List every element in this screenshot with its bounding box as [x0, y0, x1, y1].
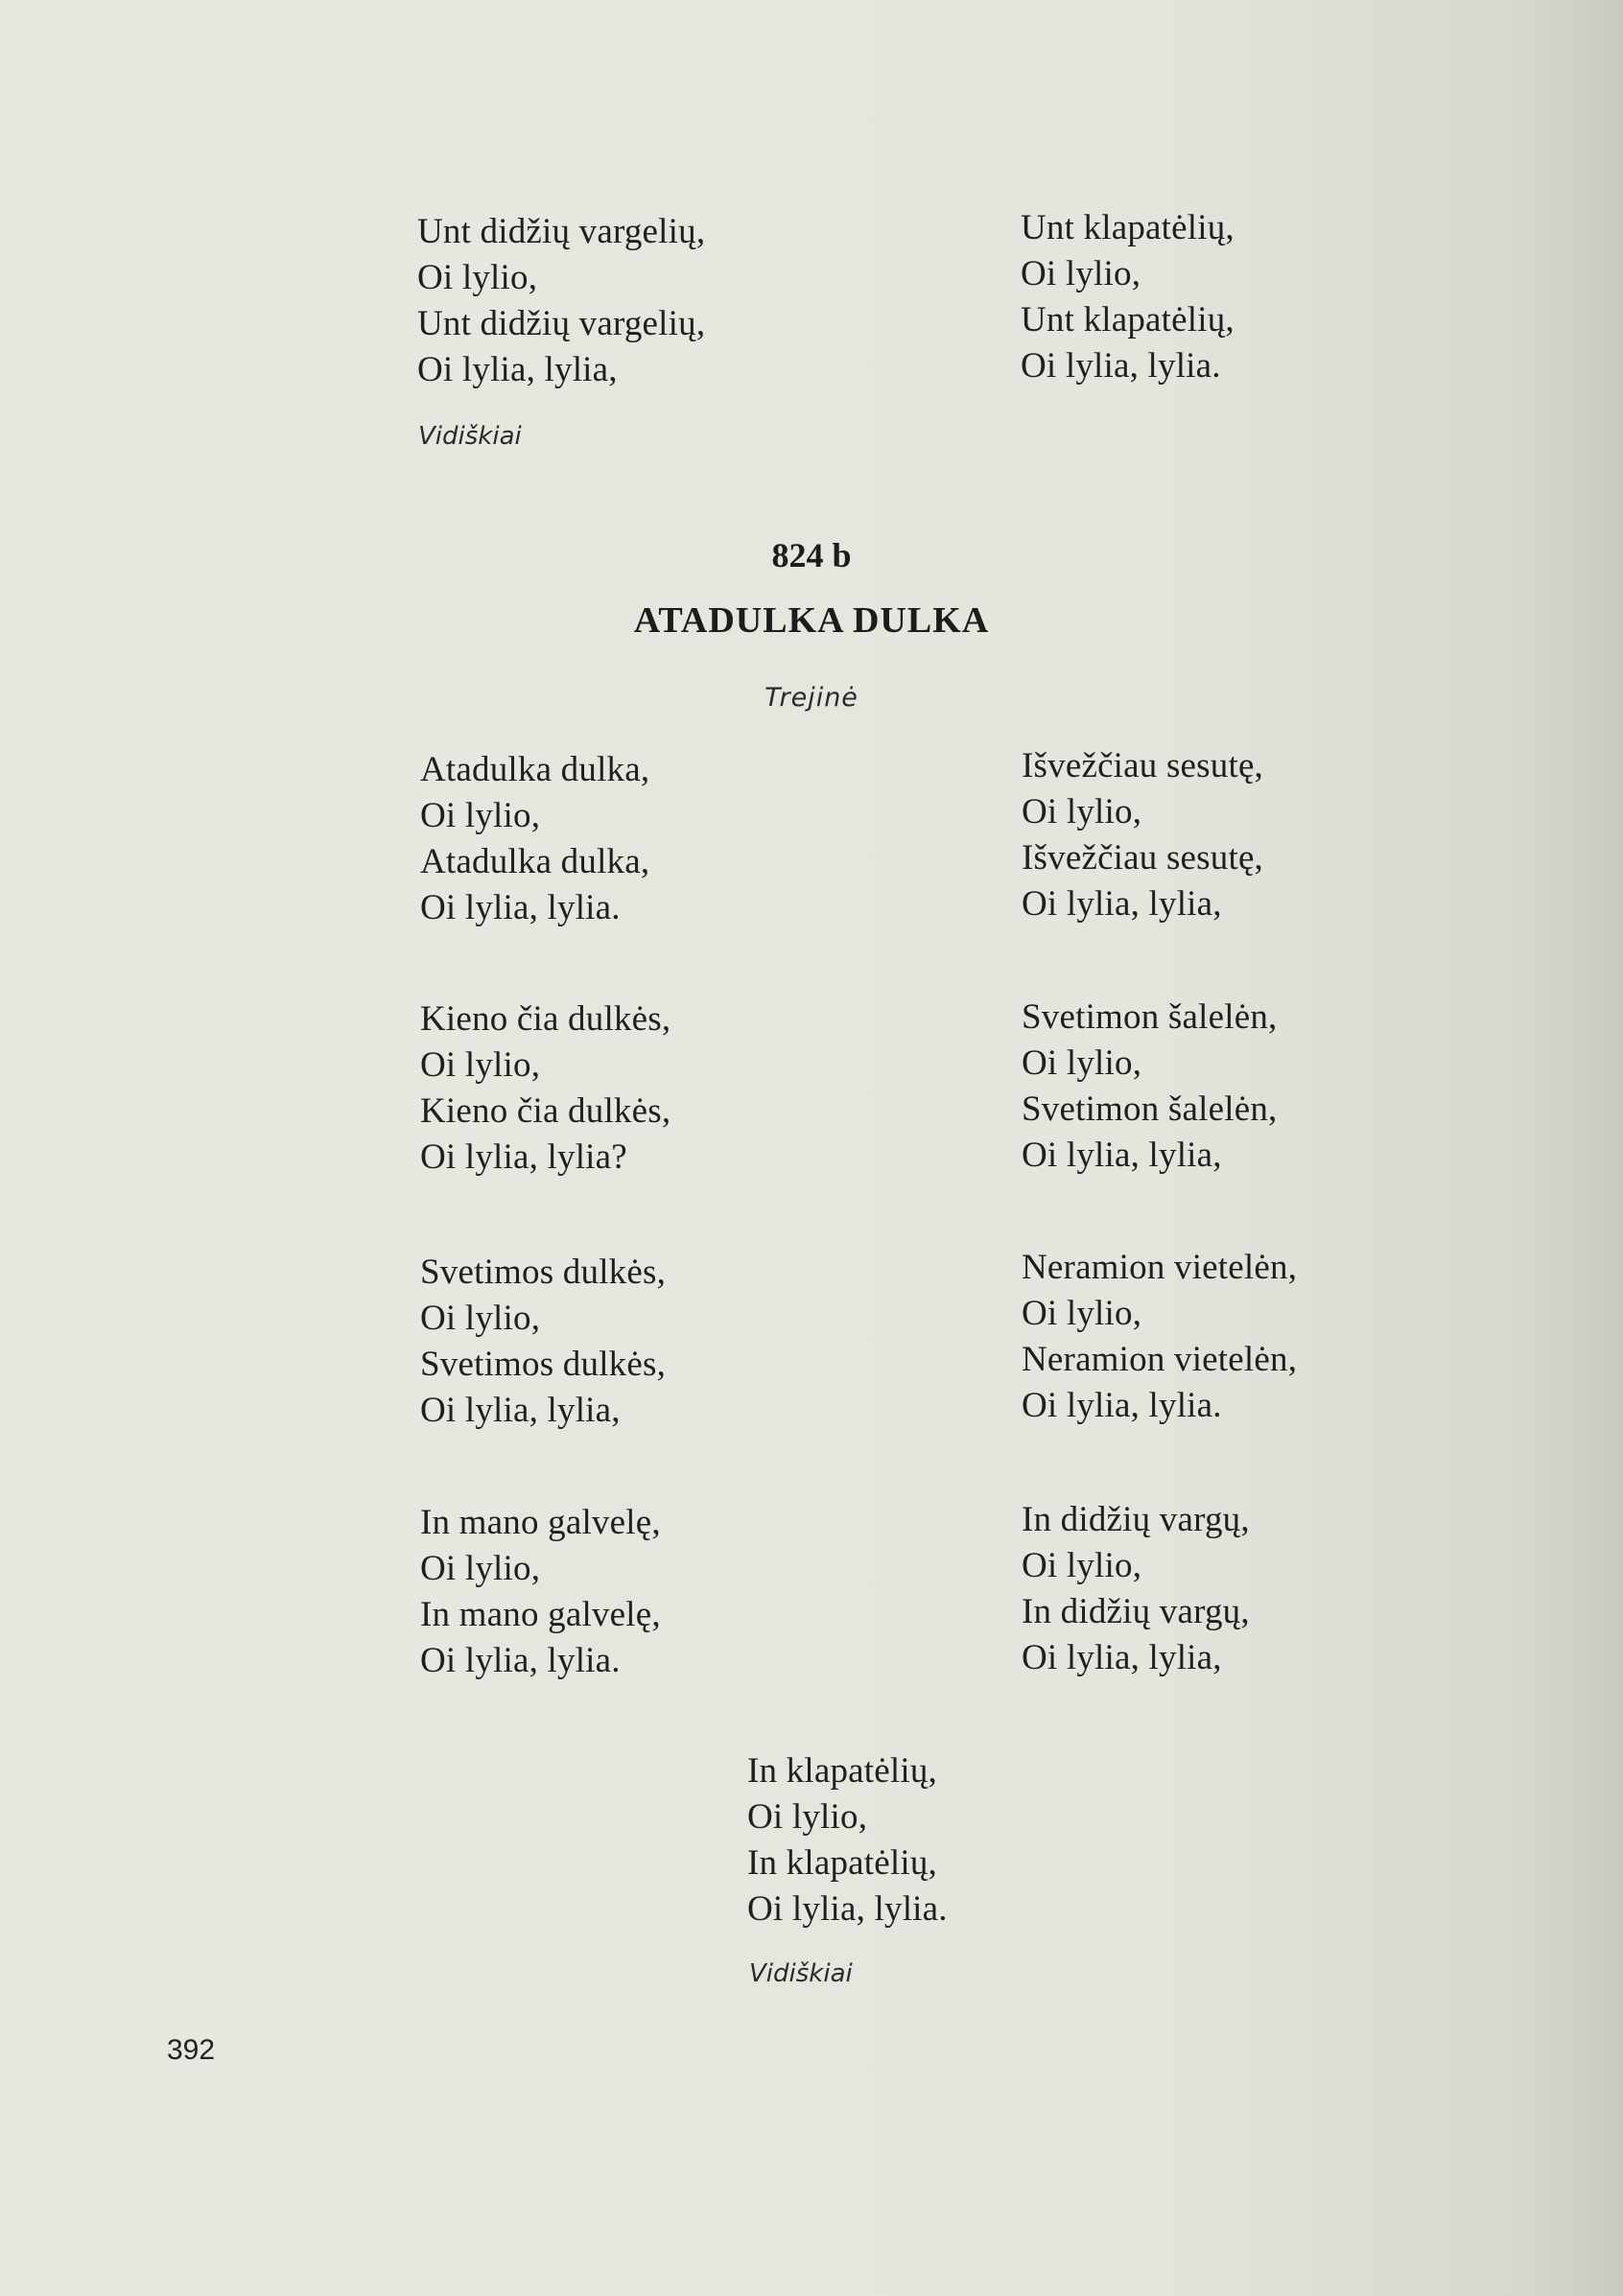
page-number: 392	[167, 2034, 216, 2066]
verse-line: In didžių vargų,	[1022, 1592, 1250, 1631]
stanza-2-right	[1022, 995, 1277, 1179]
verse-line: In klapatėlių,	[747, 1843, 938, 1883]
verse-line: Unt didžių vargelių,	[417, 304, 706, 343]
verse-line: Oi lylio,	[417, 258, 538, 297]
stanza-2-left	[420, 996, 670, 1181]
verse-line: Oi lylio,	[1022, 1546, 1142, 1585]
song-title: ATADULKA DULKA	[633, 600, 990, 641]
verse-line: Oi lylia, lylia?	[420, 1137, 627, 1177]
verse-line: Oi lylio,	[1022, 792, 1142, 832]
verse-line: Oi lylia, lylia.	[747, 1889, 948, 1929]
verse-line: Unt klapatėlių,	[1021, 208, 1235, 247]
stanza-3-left	[420, 1250, 666, 1434]
verse-line: Unt didžių vargelių,	[417, 212, 706, 251]
verse-line: Oi lylio,	[420, 1549, 541, 1588]
verse-line: Svetimos dulkės,	[420, 1253, 667, 1292]
verse-line: Oi lylio,	[1022, 1294, 1142, 1333]
verse-line: Oi lylia, lylia.	[1022, 1386, 1222, 1425]
verse-line: Kieno čia dulkės,	[420, 1091, 671, 1131]
verse-line: Oi lylio,	[747, 1797, 868, 1837]
stanza-4-right	[1022, 1497, 1250, 1681]
verse-line: In klapatėlių,	[747, 1751, 938, 1791]
stanza-1-left	[420, 747, 649, 931]
verse-line: Svetimos dulkės,	[420, 1345, 667, 1384]
song-number: 824 b	[771, 536, 852, 574]
final-stanza	[747, 1748, 948, 1933]
verse-line: Neramion vietelėn,	[1022, 1340, 1298, 1379]
verse-line: Išvežčiau sesutę,	[1022, 746, 1264, 785]
song-place: Vidiškiai	[749, 1959, 853, 1988]
verse-line: Svetimon šalelėn,	[1022, 1089, 1278, 1129]
verse-line: Kieno čia dulkės,	[420, 999, 671, 1039]
verse-line: Oi lylia, lylia,	[420, 1391, 621, 1430]
verse-line: In mano galvelę,	[420, 1503, 661, 1542]
verse-line: Atadulka dulka,	[420, 842, 650, 881]
previous-song-left-stanza	[417, 209, 705, 393]
verse-line: Oi lylia, lylia.	[420, 1641, 621, 1680]
previous-song-right-stanza	[1021, 205, 1235, 389]
verse-line: In mano galvelę,	[420, 1595, 661, 1634]
verse-line: Oi lylio,	[1021, 254, 1141, 293]
verse-line: Oi lylio,	[1022, 1043, 1142, 1083]
stanza-4-left	[420, 1500, 661, 1684]
verse-line: In didžių vargų,	[1022, 1500, 1250, 1539]
verse-line: Oi lylia, lylia,	[1022, 884, 1222, 924]
song-style: Trejinė	[764, 683, 859, 713]
verse-line: Oi lylio,	[420, 796, 541, 835]
stanza-1-right	[1022, 743, 1263, 927]
verse-line: Atadulka dulka,	[420, 750, 650, 789]
verse-line: Oi lylia, lylia,	[1022, 1136, 1222, 1175]
verse-line: Oi lylio,	[420, 1299, 541, 1338]
verse-line: Svetimon šalelėn,	[1022, 997, 1278, 1037]
verse-line: Oi lylia, lylia.	[420, 888, 621, 927]
verse-line: Unt klapatėlių,	[1021, 300, 1235, 340]
verse-line: Oi lylio,	[420, 1045, 541, 1085]
stanza-3-right	[1022, 1245, 1297, 1429]
previous-song-place: Vidiškiai	[418, 422, 522, 451]
verse-line: Neramion vietelėn,	[1022, 1248, 1298, 1287]
verse-line: Oi lylia, lylia,	[417, 350, 618, 389]
verse-line: Išvežčiau sesutę,	[1022, 838, 1264, 878]
verse-line: Oi lylia, lylia.	[1021, 346, 1221, 386]
verse-line: Oi lylia, lylia,	[1022, 1638, 1222, 1677]
